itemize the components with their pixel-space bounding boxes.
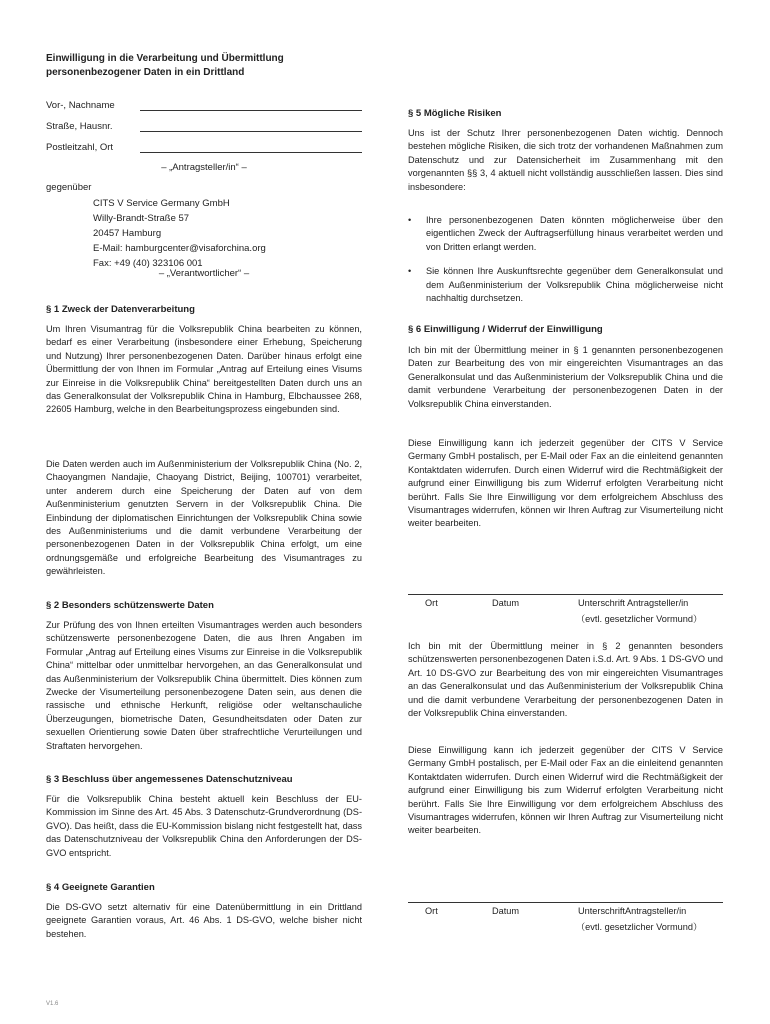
title-line-2: personenbezogener Daten in ein Drittland [46,67,245,78]
s3-heading: § 3 Beschluss über angemessenes Datenschutzniveau [46,774,293,785]
s6-paragraph-3: Ich bin mit der Übermittlung meiner in § 2 genannten besonders schützenswerten personenbezogenen Daten i.S.d. Art. 9 Abs. 1 DS-GVO und Art. 10 DS-GVO zur Bearbeitung des von mir eingereichten Visumantrages an das Generalkonsulat und das Außenministerium der Volksrepublik China und die damit verbundene Verarbeitung der personenbezogenen Daten in der Volksrepublik China einverstanden. [408,641,723,719]
s1-heading: § 1 Zweck der Datenverarbeitung [46,304,195,315]
address-city: 20457 Hamburg [93,228,162,239]
s4-paragraph-1: Die DS-GVO setzt alternativ für eine Datenübermittlung in ein Drittland geeignete Garantien voraus, Art. 46 Abs. 1 DS-GVO, welche bisher nicht bestehen. [46,902,362,939]
responsible-role: – „Verantwortlicher“ – [158,268,250,279]
s2-heading: § 2 Besonders schützenswerte Daten [46,600,214,611]
signature-2-date: Datum [492,906,520,916]
address-company: CITS V Service Germany GmbH [93,198,230,209]
signature-line-1[interactable] [408,594,723,595]
name-input-line[interactable] [140,110,362,111]
s5-risk-list [408,214,723,305]
s5-paragraph-1: Uns ist der Schutz Ihrer personenbezogenen Daten wichtig. Dennoch bestehen mögliche Risiken, die sich trotz der vorhandenen Maßnahmen zum Datenschutz und zur Datensicherheit im Zusammenhang mit den vorgenannten §§ 3, 4 aktuell nicht vollständig ausschließen lassen. Dies sind insbesondere: [408,128,723,192]
address-fax: Fax: +49 (40) 323106 001 [93,258,203,269]
street-input-line[interactable] [140,131,362,132]
address-email: E-Mail: hamburgcenter@visaforchina.org [93,243,266,254]
s6-heading: § 6 Einwilligung / Widerruf der Einwilligung [408,324,603,335]
s5-heading: § 5 Mögliche Risiken [408,108,502,119]
document-title [46,52,346,80]
s5-risk-item-1: • Ihre personenbezogenen Daten könnten möglicherweise über den eigentlichen Zweck der Auftragserfüllung hinaus verarbeitet werden und von Dritten erlangt werden. [408,214,723,254]
street-label: Straße, Hausnr. [46,121,113,132]
title-line-1: Einwilligung in die Verarbeitung und Übermittlung [46,53,284,64]
zip-input-line[interactable] [140,152,362,153]
version-label: V1.6 [46,1001,59,1007]
s1-paragraph-1: Um Ihren Visumantrag für die Volksrepublik China bearbeiten zu können, bedarf es einer Verarbeitung (insbesondere einer Erhebung, Speicherung und Nutzung) Ihrer personenbezogenen Daten. Darüber hinaus erfolgt eine Übermittlung der von Ihnen im Formular „Antrag auf Erteilung eines Visums zur Einreise in die Volksrepublik China“ bereitgestellten Daten durch uns an das Generalkonsulat der Volksrepublik China in Hamburg, Elbchaussee 268, 22605 Hamburg, welche in den Bearbeitungsprozess eingebunden sind. [46,324,362,415]
signature-line-2[interactable] [408,902,723,903]
signature-2-signature: UnterschriftAntragsteller/in [578,906,687,916]
responsible-address [93,196,266,271]
address-street: Willy-Brandt-Straße 57 [93,213,190,224]
s6-paragraph-4: Diese Einwilligung kann ich jederzeit gegenüber der CITS V Service Germany GmbH postalisch, per E-Mail oder Fax an die einleitend genannten Kontaktdaten widerrufen. Durch einen Widerruf wird die Rechtmäßigkeit der aufgrund einer Einwilligung bis zum Widerruf erfolgten Verarbeitung nicht berührt. Falls Sie Ihre Einwilligung vor dem erfolgreichem Abschluss des Visumantrages widerrufen, können wir Ihren Auftrag zur Visumerteilung nicht weiter bearbeiten. [408,745,723,836]
s4-heading: § 4 Geeignete Garantien [46,882,155,893]
zip-label: Postleitzahl, Ort [46,142,114,153]
s3-paragraph-1: Für die Volksrepublik China besteht aktuell kein Beschluss der EU-Kommission im Sinne des Art. 45 Abs. 3 Datenschutz-Grundverordnung (DS-GVO). Das heißt, dass die EU-Kommission bislang nicht festgestellt hat, dass das Datenschutzniveau der Volksrepublik China den Anforderungen der DS-GVO entspricht. [46,794,362,858]
s5-risk-item-2: • Sie können Ihre Auskunftsrechte gegenüber dem Generalkonsulat und dem Außenministerium der Volksrepublik China möglicherweise nicht nachhaltig durchsetzen. [408,265,723,305]
s6-paragraph-2: Diese Einwilligung kann ich jederzeit gegenüber der CITS V Service Germany GmbH postalisch, per E-Mail oder Fax an die einleitend genannten Kontaktdaten widerrufen. Durch einen Widerruf wird die Rechtmäßigkeit der aufgrund einer Einwilligung bis zum Widerruf erfolgten Verarbeitung nicht berührt. Falls Sie Ihre Einwilligung vor dem erfolgreichem Abschluss des Visumantrages widerrufen, können wir Ihren Auftrag zur Visumerteilung nicht weiter bearbeiten. [408,438,723,529]
signature-1-place: Ort [425,598,438,608]
signature-1-signature: Unterschrift Antragsteller/in [578,598,689,608]
gegenueber-label: gegenüber [46,182,92,193]
signature-1-date: Datum [492,598,520,608]
s6-paragraph-1: Ich bin mit der Übermittlung meiner in § 1 genannten personenbezogenen Daten zur Bearbeitung des von mir eingereichten Visumantrages an das Generalkonsulat und das Außenministerium der Volksrepublik China und die damit verbundene Verarbeitung der personenbezogenen Daten in der Volksrepublik China einverstanden. [408,345,723,409]
signature-1-guardian: （evtl. gesetzlicher Vormund） [576,614,703,624]
s2-paragraph-1: Zur Prüfung des von Ihnen erteilten Visumantrages werden auch besonders schützenswerte personenbezogene Daten, die aus Ihren Angaben im Formular „Antrag auf Erteilung eines Visums zur Einreise in die Volksrepublik China“ mittelbar oder unmittelbar hervorgehen, an das Generalkonsulat und das Außenministerium der Volksrepublik China übermittelt. Dies können zum Zwecke der Visumerteilung personenbezogene Daten sein, aus denen die rassische und ethnische Herkunft, religiöse oder weltanschauliche Überzeugungen, biometrische Daten, Gesundheitsdaten oder Daten zur sexuellen Orientierung sowie Daten über strafrechtliche Verurteilungen und Straftaten hervorgehen. [46,620,362,751]
s1-paragraph-2: Die Daten werden auch im Außenministerium der Volksrepublik China (No. 2, Chaoyangmen Nandajie, Chaoyang District, Beijing, 100701) verarbeitet, unter anderem durch eine Speicherung der Daten auf von dem Außenministerium genutzten Servern in der Volksrepublik China. Die Einbindung der diplomatischen Einrichtungen der Volksrepublik China sowie des Außenministeriums und die damit verbundene Verarbeitung der personenbezogenen Daten in der Volksrepublik China erfolgt, um eine ordnungsgemäße und erfolgreiche Bearbeitung des Visumantrages zu gewährleisten. [46,459,362,577]
signature-2-guardian: （evtl. gesetzlicher Vormund） [576,922,703,932]
name-label: Vor-, Nachname [46,100,115,111]
applicant-role: – „Antragsteller/in“ – [161,162,247,173]
signature-2-place: Ort [425,906,438,916]
